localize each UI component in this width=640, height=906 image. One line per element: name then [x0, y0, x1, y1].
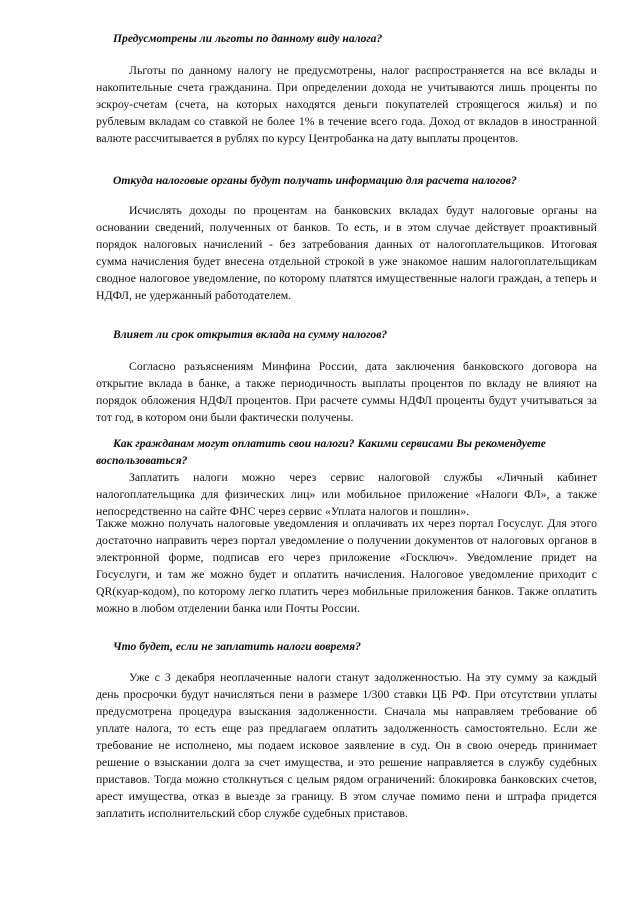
section-heading-information-source: Откуда налоговые органы будут получать информацию для расчета налогов? [113, 174, 517, 187]
heading-line-1: Как гражданам могут оплатить свои налоги? Какими сервисами Вы рекомендуете [113, 437, 546, 450]
paragraph-late-payment: Уже с 3 декабря неоплаченные налоги станут задолженностью. На эту сумму за каждый день просрочки будут начисляться пени в размере 1/300 ставки ЦБ РФ. При отсутствии уплаты предусмотрена процедура взыскания задолженности. Сначала мы направляем требование об уплате налога, то есть еще раз предлагаем оплатить задолженность самостоятельно. Если же требование не исполнено, мы подаем исковое заявление в суд. Он в свою очередь принимает решение о взыскании долга за счет имущества, и это решение направляется в службу судебных приставов. Тогда можно столкнуться с целым рядом ограничений: блокировка банковских счетов, арест имущества, отказ в выезде за границу. В этом случае помимо пени и штрафа придется заплатить исполнительский сбор службе судебных приставов. [96, 670, 597, 820]
paragraph-payment-services: Заплатить налоги можно через сервис налоговой службы «Личный кабинет налогоплательщика для физических лиц» или мобильное приложение «Налоги ФЛ», а также непосредственно на сайте ФНС через сервис «Уплата налогов и пошлин». [96, 470, 597, 518]
paragraph-benefits: Льготы по данному налогу не предусмотрены, налог распространяется на все вклады и накопительные счета гражданина. При определении дохода не учитываются лишь проценты по эскроу-счетам (счета, на которых находятся деньги покупателей строящегося жилья) и по рублевым вкладам со ставкой не более 1% в течение всего года. Доход от вкладов в иностранной валюте рассчитывается в рублях по курсу Центробанка на дату выплаты процентов. [96, 63, 597, 145]
section-heading-late-payment: Что будет, если не заплатить налоги вовремя? [113, 640, 361, 653]
section-heading-deposit-term: Влияет ли срок открытия вклада на сумму налогов? [113, 328, 388, 341]
section-heading-benefits: Предусмотрены ли льготы по данному виду налога? [113, 32, 383, 45]
paragraph-deposit-term: Согласно разъяснениям Минфина России, дата заключения банковского договора на открытие вклада в банке, а также периодичность выплаты процентов по вкладу не влияют на порядок обложения НДФЛ процентов. При расчете суммы НДФЛ проценты будут учитываться за тот год, в котором они были фактически получены. [96, 359, 597, 424]
heading-line-2: воспользоваться? [96, 454, 188, 467]
paragraph-information-source: Исчислять доходы по процентам на банковских вкладах будут налоговые органы на основании сведений, полученных от банков. То есть, и в этом случае действует проактивный порядок налоговых начислений - без затребования данных от налогоплательщиков. Итоговая сумма начисления будет внесена отдельной строкой в уже знакомое нашим налогоплательщикам сводное налоговое уведомление, по которому платятся имущественные налоги граждан, а теперь и НДФЛ, не удержанный работодателем. [96, 203, 597, 302]
section-heading-payment-methods [96, 435, 597, 469]
paragraph-payment-gosuslugi: Также можно получать налоговые уведомления и оплачивать их через портал Госуслуг. Для этого достаточно направить через портал уведомление о получении документов от налоговых органов в электронной форме, подписав его через приложение «Госключ». Уведомление придет на Госуслуги, и там же можно будет и оплатить начисления. Налоговое уведомление приходит с QR(куар-кодом), по которому легко платить через мобильные приложения банков. Также оплатить можно в любом отделении банка или Почты России. [96, 516, 597, 615]
